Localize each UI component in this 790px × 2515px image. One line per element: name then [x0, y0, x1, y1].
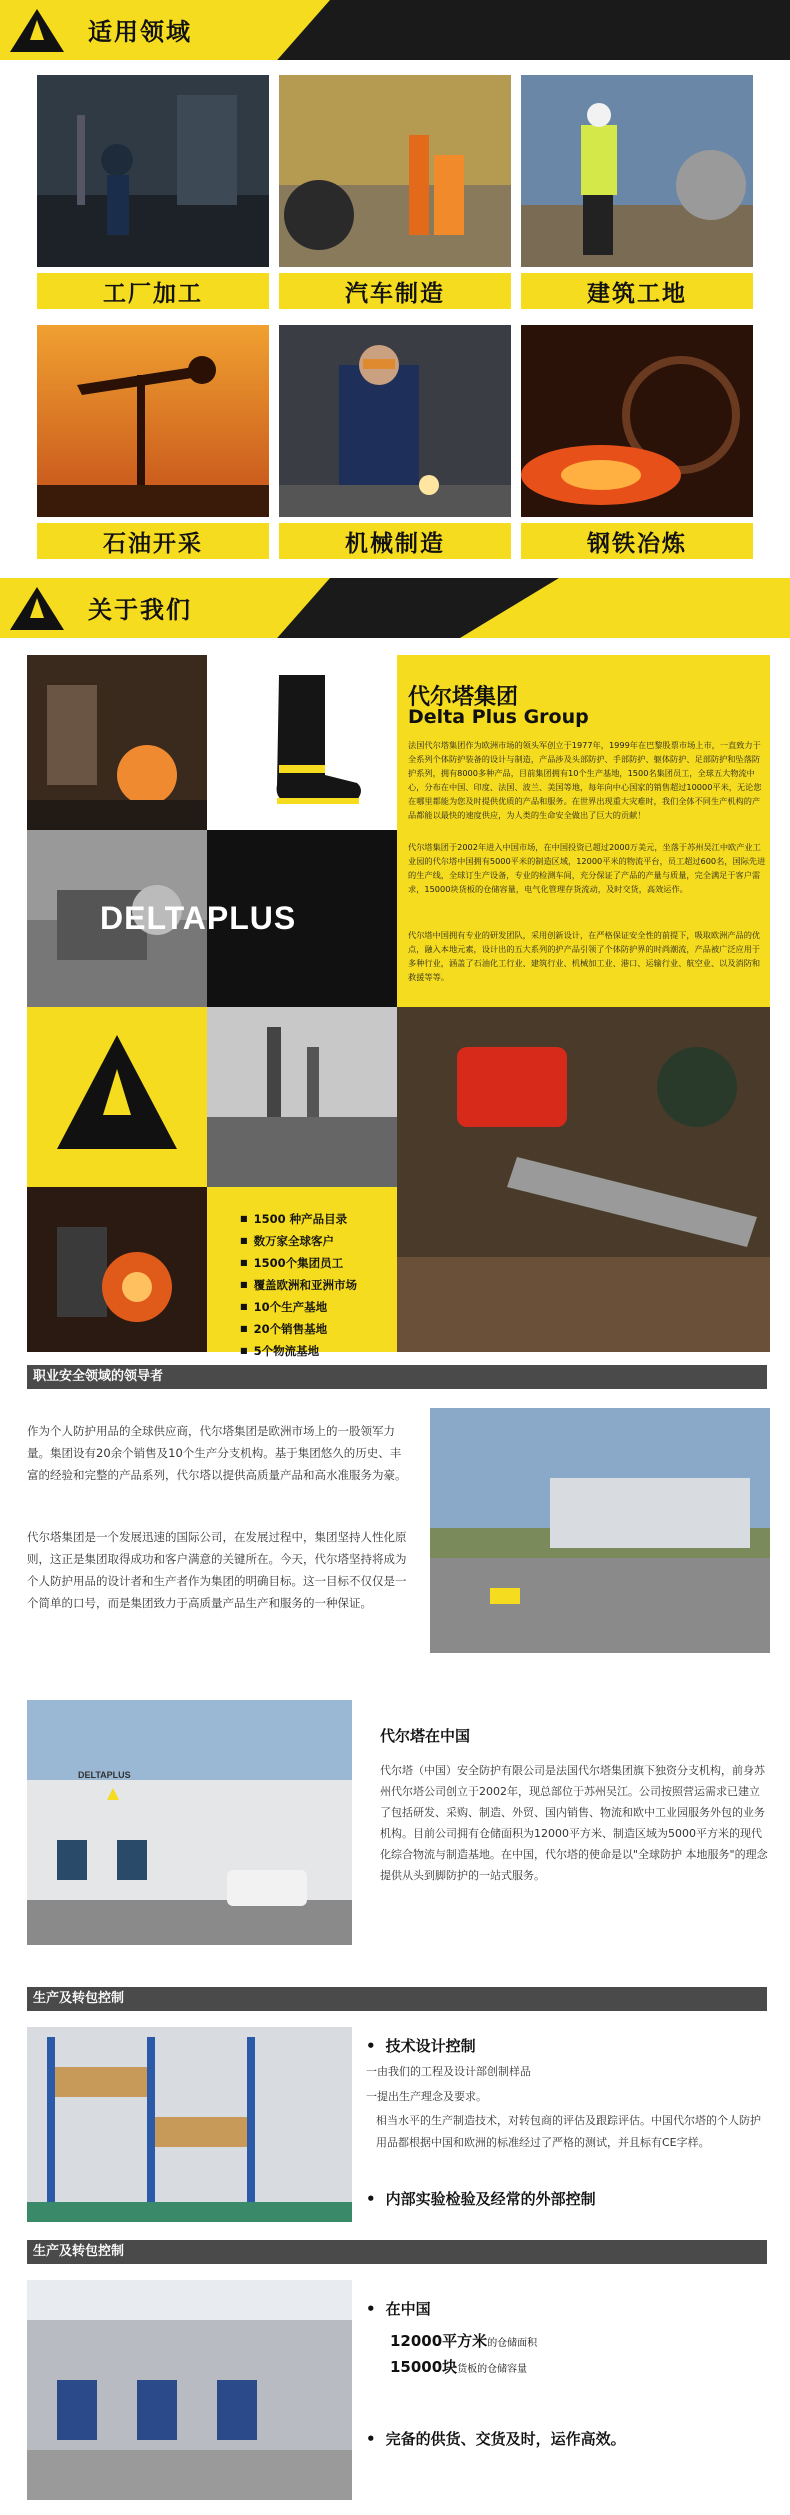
production-bullet: • 技术设计控制 [366, 2035, 476, 2056]
section-bar-production: 生产及转包控制 [27, 2240, 767, 2264]
pallet-capacity-stat [390, 2356, 527, 2377]
section-bar-production: 生产及转包控制 [27, 1987, 767, 2011]
application-label: 石油开采 [37, 523, 269, 559]
leader-paragraph: 代尔塔集团是一个发展迅速的国际公司，在发展过程中，集团坚持人性化原则，这正是集团取得成功和客户满意的关键所在。今天，代尔塔坚持将成为个人防护用品的设计者和生产者作为集团的明确目标。这一目标不仅仅是一个简单的口号，而是集团致力于高质量产品生产和服务的一种保证。 [27, 1530, 407, 1610]
stat-item: ■ 5个物流基地 [240, 1340, 390, 1362]
production-paragraph: 相当水平的生产制造技术，对转包商的评估及跟踪评估。中国代尔塔的个人防护用品都根据中国和欧洲的标准经过了严格的测试，并且标有CE字样。 [376, 2114, 761, 2149]
about-paragraph: 代尔塔中国拥有专业的研发团队，采用创新设计，在严格保证安全性的前提下，吸取欧洲产品的优点，融入本地元素，设计出的五大系列的护产品引领了个体防护界的时尚潮流，产品被广泛应用于多种行业，涵盖了石油化工行业、建筑行业、机械加工业、港口、运输行业、航空业、以及消防和救援等等。 [408, 930, 761, 982]
brand-name: DELTAPLUS [100, 900, 297, 936]
delta-logo-icon [6, 584, 68, 634]
application-label: 钢铁冶炼 [521, 523, 753, 559]
application-label: 汽车制造 [279, 273, 511, 309]
delta-logo-icon [27, 1007, 207, 1187]
application-label: 建筑工地 [521, 273, 753, 309]
warehouse-aerial-photo [430, 1408, 770, 1653]
stat-caption: 的仓储面积 [487, 2338, 538, 2349]
stat-number: 12000平方米 [390, 2332, 488, 2350]
about-paragraph: 代尔塔集团于2002年进入中国市场，在中国投资已超过2000万美元，坐落于苏州吴江中欧产业工业园的代尔塔中国拥有5000平米的制造区域，12000平米的物流平台，员工超过600名，国际先进的生产线，全球订生产设备，专业的检测车间，充分保证了产品的产量与质量，完全满足于客户需求，15000块货板的仓储容量，电气化管理存货流动，及时交货，高效运作。 [408, 842, 766, 894]
automotive-photo [279, 75, 511, 267]
machinery-photo [279, 325, 511, 517]
production-line: 一由我们的工程及设计部创制样品 [366, 2065, 531, 2078]
warehouse-racks-photo [27, 2027, 352, 2222]
stat-number: 15000块 [390, 2358, 458, 2376]
section-title: 适用领域 [88, 18, 192, 46]
stats-list [240, 1208, 390, 1362]
application-label: 机械制造 [279, 523, 511, 559]
china-paragraph: 代尔塔（中国）安全防护有限公司是法国代尔塔集团旗下独资分支机构，前身苏州代尔塔公司创立于2002年，现总部位于苏州吴江。公司按照营运需求已建立了包括研发、采购、制造、外贸、国内销售、物流和欧中工业园服务外包的业务机构。目前公司拥有仓储面积为12000平方米、制造区域为5000平方米的现代化综合物流与制造基地。在中国，代尔塔的使命是以"全球防护 本地服务"的理念提供从头到脚防护的一站式服务。 [380, 1764, 768, 1882]
supply-bullet: • 完备的供货、交货及时，运作高效。 [366, 2428, 626, 2449]
production-bullet: • 内部实验检验及经常的外部控制 [366, 2188, 596, 2209]
warehouse-area-stat [390, 2330, 537, 2351]
stat-item: ■ 数万家全球客户 [240, 1230, 390, 1252]
steelwork-photo [27, 1187, 207, 1352]
section-banner-applications [0, 0, 790, 60]
building-sign: DELTAPLUS [78, 1770, 131, 1780]
china-hq-photo [27, 1700, 352, 1945]
china-bullet: • 在中国 [366, 2298, 431, 2319]
stat-item: ■ 覆盖欧洲和亚洲市场 [240, 1274, 390, 1296]
company-name-en: Delta Plus Group [408, 706, 589, 728]
oil-photo [37, 325, 269, 517]
chainsaw-photo [397, 1007, 770, 1352]
company-name-cn: 代尔塔集团 [408, 685, 519, 710]
plant-bw-photo [207, 1007, 397, 1187]
construction-photo [521, 75, 753, 267]
about-paragraph: 法国代尔塔集团作为欧洲市场的领头军创立于1977年，1999年在巴黎股票市场上市，一直致力于全系列个体防护装备的设计与制造，产品涉及头部防护、手部防护、躯体防护、足部防护和坠落防护系列，拥有8000多种产品，目前集团拥有10个生产基地，1500名集团员工，全球五大物流中心，分布在中国、印度、法国、波兰、美国等地，每年向中心国家的销售超过10000平米，无论您在哪里都能为您及时提供优质的产品和服务。在世界出现重大灾难时，我们全体不同生产机构的产品都能以最快的速度供应，为人类的生命安全做出了巨大的贡献！ [408, 740, 762, 820]
section-bar-leader: 职业安全领域的领导者 [27, 1365, 767, 1389]
steel-photo [521, 325, 753, 517]
factory-photo [37, 75, 269, 267]
boot-photo [207, 655, 397, 830]
application-label: 工厂加工 [37, 273, 269, 309]
section-title: 关于我们 [88, 596, 192, 624]
logo-panel [27, 1007, 207, 1187]
delta-logo-icon [6, 6, 68, 56]
leader-paragraph: 作为个人防护用品的全球供应商，代尔塔集团是欧洲市场上的一股领军力量。集团设有20余个销售及10个生产分支机构。基于集团悠久的历史、丰富的经验和完整的产品系列，代尔塔以提供高质量产品和高水准服务为豪。 [27, 1424, 407, 1482]
china-title: 代尔塔在中国 [380, 1727, 471, 1745]
section-banner-about [0, 578, 790, 638]
production-line: 一提出生产理念及要求。 [366, 2090, 487, 2103]
stat-item: ■ 1500 种产品目录 [240, 1208, 390, 1230]
foundry-photo [27, 655, 207, 830]
stat-item: ■ 1500个集团员工 [240, 1252, 390, 1274]
stat-item: ■ 20个销售基地 [240, 1318, 390, 1340]
logistics-building-photo [27, 2280, 352, 2500]
stat-caption: 货板的仓储容量 [457, 2364, 528, 2375]
stat-item: ■ 10个生产基地 [240, 1296, 390, 1318]
